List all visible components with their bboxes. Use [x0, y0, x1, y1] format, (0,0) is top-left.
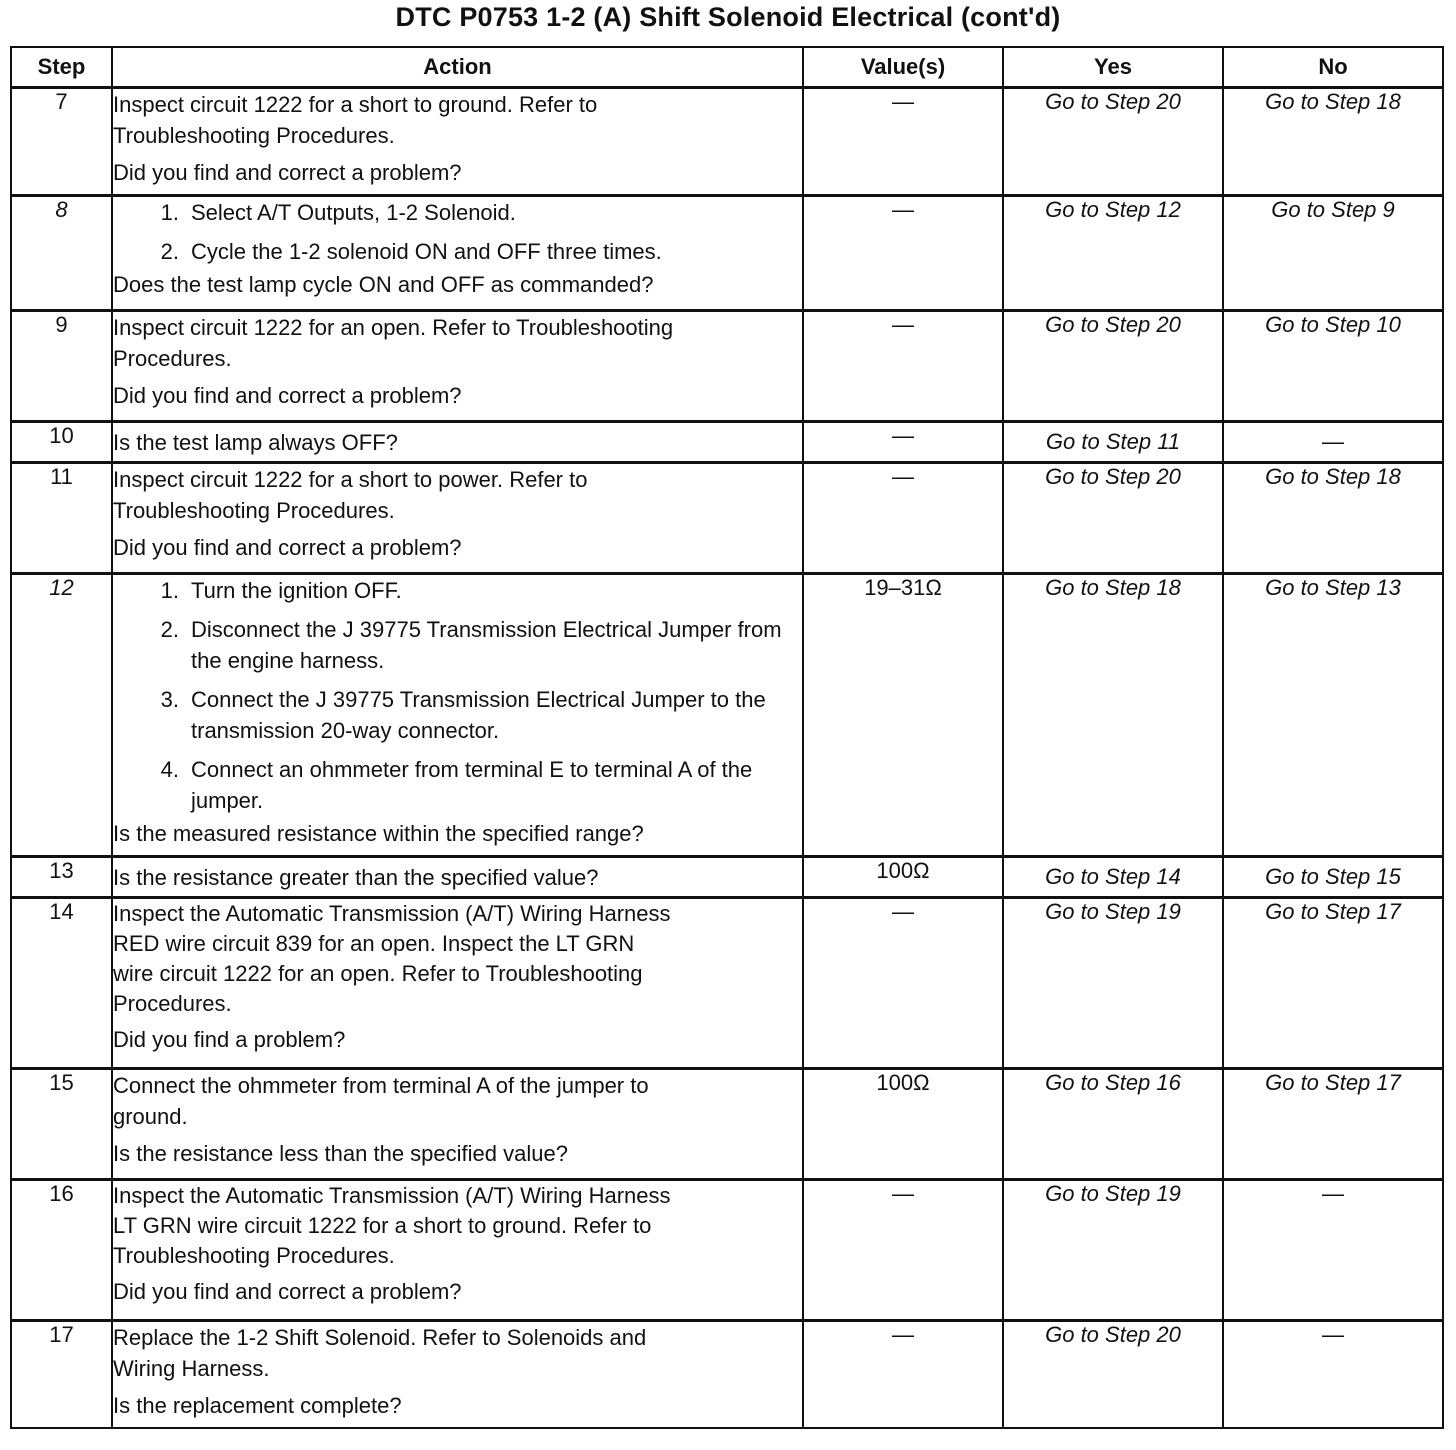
step-number: 15 — [11, 1069, 112, 1180]
step-number: 12 — [11, 574, 112, 857]
action-cell — [112, 422, 803, 463]
list-item — [143, 236, 802, 267]
list-text: Disconnect the J 39775 Transmission Electrical Jumper from the engine harness. — [191, 617, 782, 673]
list-item — [143, 197, 802, 228]
value-cell: — — [803, 1321, 1003, 1428]
no-result: — — [1223, 422, 1443, 463]
action-cell — [112, 311, 803, 422]
action-text: Connect the ohmmeter from terminal A of the jumper to — [113, 1073, 649, 1098]
action-cell — [112, 574, 803, 857]
yes-result: Go to Step 20 — [1003, 1321, 1223, 1428]
action-question: Is the resistance less than the specified value? — [113, 1141, 568, 1166]
table-row — [11, 574, 1443, 857]
yes-result: Go to Step 18 — [1003, 574, 1223, 857]
no-result: — — [1223, 1321, 1443, 1428]
action-text: RED wire circuit 839 for an open. Inspect the LT GRN — [113, 931, 635, 956]
header-action: Action — [112, 47, 803, 88]
action-question: Is the measured resistance within the specified range? — [113, 821, 644, 846]
no-result: Go to Step 17 — [1223, 898, 1443, 1069]
action-cell — [112, 1069, 803, 1180]
diagnostic-table — [10, 46, 1444, 1429]
action-question: Is the replacement complete? — [113, 1393, 402, 1418]
action-cell — [112, 1321, 803, 1428]
value-cell: — — [803, 311, 1003, 422]
action-question: Did you find and correct a problem? — [113, 535, 462, 560]
action-text: Procedures. — [113, 346, 232, 371]
table-row — [11, 1321, 1443, 1428]
value-cell: — — [803, 422, 1003, 463]
no-result: Go to Step 15 — [1223, 857, 1443, 898]
action-text: Inspect the Automatic Transmission (A/T) Wiring Harness — [113, 901, 671, 926]
yes-result: Go to Step 19 — [1003, 898, 1223, 1069]
step-number: 16 — [11, 1180, 112, 1321]
action-text: LT GRN wire circuit 1222 for a short to ground. Refer to — [113, 1213, 652, 1238]
list-text: Cycle the 1-2 solenoid ON and OFF three times. — [191, 239, 662, 264]
table-row — [11, 196, 1443, 311]
yes-result: Go to Step 19 — [1003, 1180, 1223, 1321]
action-text: wire circuit 1222 for an open. Refer to Troubleshooting — [113, 961, 643, 986]
table-row — [11, 88, 1443, 196]
value-cell: — — [803, 898, 1003, 1069]
header-row — [11, 47, 1443, 88]
action-question: Is the resistance greater than the specified value? — [113, 864, 599, 890]
action-text: Troubleshooting Procedures. — [113, 123, 395, 148]
action-text: Troubleshooting Procedures. — [113, 498, 395, 523]
header-step: Step — [11, 47, 112, 88]
list-item — [143, 614, 802, 676]
header-yes: Yes — [1003, 47, 1223, 88]
header-no: No — [1223, 47, 1443, 88]
action-cell — [112, 463, 803, 574]
header-values: Value(s) — [803, 47, 1003, 88]
value-cell: 19–31Ω — [803, 574, 1003, 857]
step-number: 14 — [11, 898, 112, 1069]
action-cell — [112, 1180, 803, 1321]
action-text: Procedures. — [113, 991, 232, 1016]
action-question: Did you find and correct a problem? — [113, 160, 462, 185]
value-cell: — — [803, 463, 1003, 574]
no-result: — — [1223, 1180, 1443, 1321]
step-number: 11 — [11, 463, 112, 574]
no-result: Go to Step 13 — [1223, 574, 1443, 857]
step-number: 10 — [11, 422, 112, 463]
no-result: Go to Step 10 — [1223, 311, 1443, 422]
action-question: Did you find and correct a problem? — [113, 1279, 462, 1304]
action-cell — [112, 88, 803, 196]
list-text: Select A/T Outputs, 1-2 Solenoid. — [191, 200, 516, 225]
action-text: Troubleshooting Procedures. — [113, 1243, 395, 1268]
action-question: Is the test lamp always OFF? — [113, 429, 398, 455]
value-cell: — — [803, 196, 1003, 311]
value-cell: — — [803, 1180, 1003, 1321]
value-cell: 100Ω — [803, 1069, 1003, 1180]
table-row — [11, 898, 1443, 1069]
action-list — [113, 575, 802, 816]
action-question: Did you find a problem? — [113, 1027, 346, 1052]
action-question: Does the test lamp cycle ON and OFF as commanded? — [113, 272, 654, 297]
table-row — [11, 422, 1443, 463]
action-cell — [112, 196, 803, 311]
action-text: Inspect circuit 1222 for a short to ground. Refer to — [113, 92, 598, 117]
list-number: 1. — [160, 578, 179, 603]
table-row — [11, 1069, 1443, 1180]
yes-result: Go to Step 16 — [1003, 1069, 1223, 1180]
table-row — [11, 463, 1443, 574]
action-text: Wiring Harness. — [113, 1356, 270, 1381]
no-result: Go to Step 17 — [1223, 1069, 1443, 1180]
action-text: ground. — [113, 1104, 188, 1129]
list-number: 2. — [160, 617, 179, 642]
value-cell: 100Ω — [803, 857, 1003, 898]
list-item — [143, 575, 802, 606]
yes-result: Go to Step 20 — [1003, 463, 1223, 574]
step-number: 7 — [11, 88, 112, 196]
yes-result: Go to Step 20 — [1003, 88, 1223, 196]
action-text: Replace the 1-2 Shift Solenoid. Refer to Solenoids and — [113, 1325, 647, 1350]
action-text: Inspect circuit 1222 for an open. Refer to Troubleshooting — [113, 315, 674, 340]
yes-result: Go to Step 14 — [1003, 857, 1223, 898]
step-number: 9 — [11, 311, 112, 422]
yes-result: Go to Step 12 — [1003, 196, 1223, 311]
yes-result: Go to Step 11 — [1003, 422, 1223, 463]
list-number: 1. — [160, 200, 179, 225]
list-text: Turn the ignition OFF. — [191, 578, 402, 603]
list-number: 3. — [160, 687, 179, 712]
list-text: Connect an ohmmeter from terminal E to terminal A of the jumper. — [191, 757, 753, 813]
step-number: 17 — [11, 1321, 112, 1428]
action-cell — [112, 898, 803, 1069]
no-result: Go to Step 18 — [1223, 463, 1443, 574]
list-number: 2. — [160, 239, 179, 264]
no-result: Go to Step 18 — [1223, 88, 1443, 196]
list-item — [143, 684, 802, 746]
list-number: 4. — [160, 757, 179, 782]
value-cell: — — [803, 88, 1003, 196]
step-number: 8 — [11, 196, 112, 311]
step-number: 13 — [11, 857, 112, 898]
action-text: Inspect the Automatic Transmission (A/T) Wiring Harness — [113, 1183, 671, 1208]
action-text: Inspect circuit 1222 for a short to power. Refer to — [113, 467, 588, 492]
action-cell — [112, 857, 803, 898]
no-result: Go to Step 9 — [1223, 196, 1443, 311]
table-row — [11, 1180, 1443, 1321]
list-text: Connect the J 39775 Transmission Electrical Jumper to the transmission 20-way connector. — [191, 687, 766, 743]
table-row — [11, 857, 1443, 898]
page-title: DTC P0753 1-2 (A) Shift Solenoid Electrical (cont'd) — [395, 2, 1061, 32]
yes-result: Go to Step 20 — [1003, 311, 1223, 422]
list-item — [143, 754, 802, 816]
action-list — [113, 197, 802, 267]
table-row — [11, 311, 1443, 422]
action-question: Did you find and correct a problem? — [113, 383, 462, 408]
